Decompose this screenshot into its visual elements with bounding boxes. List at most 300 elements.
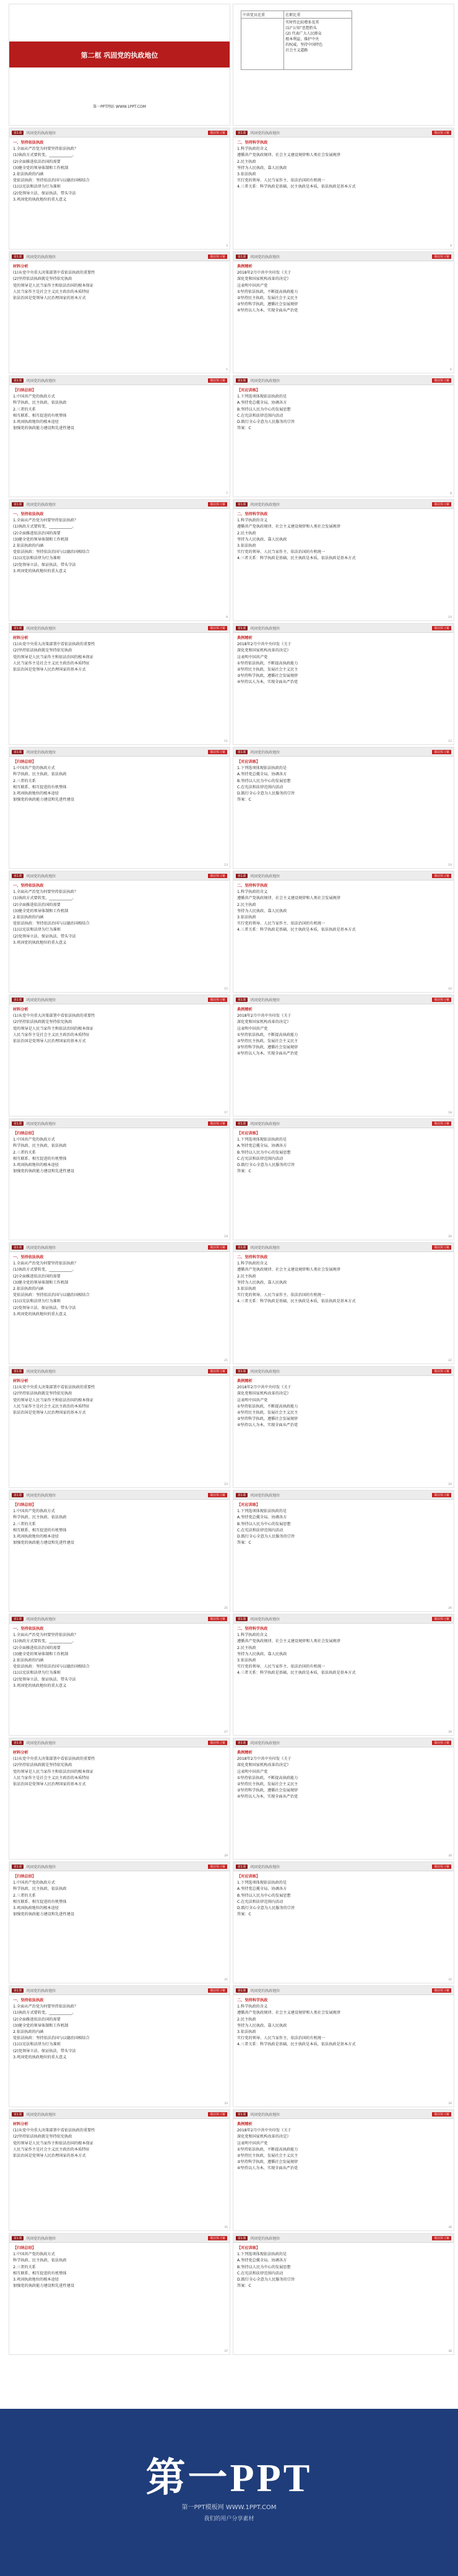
slide-thumbnail[interactable] bbox=[233, 4, 454, 126]
lesson-tag: 第1课 bbox=[236, 1865, 248, 1869]
slide-title: 材料分析 bbox=[13, 1751, 28, 1755]
section-badge: 课前预习案 bbox=[208, 255, 227, 259]
slide-thumbnail[interactable] bbox=[9, 2233, 230, 2355]
slide-text-line: 人民当家作主是社会主义民主政治的本质特征 bbox=[13, 661, 90, 666]
slide-thumbnail[interactable] bbox=[233, 1738, 454, 1860]
slide-text-line: 人民当家作主是社会主义民主政治的本质特征 bbox=[13, 2147, 90, 2152]
slide-title: 典例精析 bbox=[237, 1007, 253, 1012]
lesson-tag: 第1课 bbox=[236, 1245, 248, 1250]
slide-thumbnail[interactable] bbox=[9, 1861, 230, 1983]
lesson-tag: 第1课 bbox=[236, 2236, 248, 2240]
slide-text-line: 依法治国是党领导人民治理国家的基本方式 bbox=[13, 1039, 86, 1044]
slide-text-line: A.坚持党总揽全局、协调各方 bbox=[237, 1144, 287, 1149]
slide-content bbox=[9, 261, 230, 304]
slide-content bbox=[9, 1376, 230, 1419]
lesson-label: 巩固党的执政地位 bbox=[250, 998, 280, 1003]
slide-title: 材料分析 bbox=[13, 2122, 28, 2126]
lesson-tag: 第1课 bbox=[12, 378, 24, 383]
slide-text-line: 相互联系、相互促进的有机整体 bbox=[13, 1528, 67, 1533]
slide-text-line: 1.全面从严治党为何要坚持依法执政？ bbox=[13, 1633, 78, 1638]
slide-thumbnail[interactable] bbox=[233, 871, 454, 993]
table-header-cell: 在职比重 bbox=[284, 11, 352, 19]
slide-text-line: 2018年2月中共中央印发《关于 bbox=[237, 642, 292, 647]
lesson-label: 巩固党的执政地位 bbox=[26, 1493, 56, 1498]
slide-text-line: 3.依法执政 bbox=[237, 172, 256, 177]
slide-text-line: (3)健全党的领导体制和工作机制 bbox=[13, 1651, 69, 1656]
slide-header bbox=[9, 2234, 230, 2243]
table-cell bbox=[284, 19, 352, 70]
slide-content bbox=[9, 1500, 230, 1549]
page-number: 15 bbox=[224, 988, 228, 991]
slide-header bbox=[9, 1243, 230, 1252]
cover-brand: 第一PPT网站 WWW.1PPT.COM bbox=[93, 105, 146, 109]
slide-header bbox=[9, 376, 230, 385]
lesson-label: 巩固党的执政地位 bbox=[250, 502, 280, 507]
slide-content bbox=[9, 633, 230, 676]
page-number: 32 bbox=[448, 1978, 452, 1982]
slide-title: 一、坚持依法执政 bbox=[13, 141, 44, 145]
lesson-tag: 第1课 bbox=[236, 750, 248, 754]
slide-text-line: (1)从党中央重大决策部署中看依法执政的重要性 bbox=[13, 642, 95, 647]
slide-text-line: 相互联系、相互促进的有机整体 bbox=[13, 413, 67, 418]
slide-text-line: C.在宪法和法律范围内活动 bbox=[237, 413, 283, 418]
lesson-tag: 第1课 bbox=[12, 2112, 24, 2117]
slide-thumbnail[interactable] bbox=[9, 251, 230, 373]
page-number: 16 bbox=[448, 988, 452, 991]
slide-text-line: (1)执政方式要转变，____________。 bbox=[13, 153, 76, 158]
table-cell-line: 实时性比较增多及其 bbox=[285, 20, 319, 25]
lesson-label: 巩固党的执政地位 bbox=[250, 2112, 280, 2117]
slide-thumbnail[interactable] bbox=[9, 623, 230, 745]
slide-title: 二、坚持科学执政 bbox=[237, 1998, 268, 2003]
slide-text-line: 加强党的执政能力建设和先进性建设 bbox=[13, 1912, 74, 1917]
slide-text-line: 3.巩固执政地位的根本途径 bbox=[13, 1906, 59, 1911]
lesson-tag: 第1课 bbox=[12, 131, 24, 135]
slide-text-line: 1.中国共产党的执政方式 bbox=[13, 394, 55, 399]
slide-text-line: 实行党的领导、人民当家作主、依法治国的有机统一 bbox=[237, 1293, 326, 1298]
slide-content bbox=[9, 1128, 230, 1177]
slide-text-line: 遵循共产党执政规律、社会主义建设规律和人类社会发展规律 bbox=[237, 524, 341, 529]
slide-text-line: (3)健全党的领导体制和工作机制 bbox=[13, 165, 69, 170]
slide-title: 典例精析 bbox=[237, 2122, 253, 2126]
slide-thumbnail[interactable] bbox=[9, 2109, 230, 2231]
section-badge: 课前预习案 bbox=[208, 1245, 227, 1250]
slide-title: 【对应训练】 bbox=[237, 388, 261, 393]
slide-content bbox=[9, 2119, 230, 2162]
slide-header bbox=[233, 871, 454, 881]
slide-text-line: (2)党领导立法、保证执法、带头守法 bbox=[13, 1677, 76, 1682]
slide-content bbox=[233, 509, 454, 565]
slide-thumbnail[interactable] bbox=[233, 1118, 454, 1240]
slide-text-line: 科学执政、民主执政、依法执政 bbox=[13, 1887, 67, 1892]
slide-text-line: 3.依法执政 bbox=[237, 544, 256, 549]
slide-thumbnail[interactable] bbox=[233, 2109, 454, 2231]
slide-text-line: (2)全面推进依法治国的需要 bbox=[13, 2017, 61, 2022]
slide-text-line: 坚持为人民执政、靠人民执政 bbox=[237, 1651, 287, 1656]
lesson-tag: 第1课 bbox=[236, 378, 248, 383]
slide-text-line: 坚持为人民执政、靠人民执政 bbox=[237, 1280, 287, 1285]
slide-text-line: D.践行全心全意为人民服务的宗旨 bbox=[237, 420, 295, 425]
slide-content bbox=[9, 1252, 230, 1320]
slide-thumbnail[interactable] bbox=[9, 499, 230, 621]
slide-title: 二、坚持科学执政 bbox=[237, 884, 268, 888]
slide-title: 一、坚持依法执政 bbox=[13, 1255, 44, 1260]
slide-text-line: 这表明中国共产党 bbox=[237, 2141, 268, 2146]
slide-text-line: ④坚持以人为本，实现全面从严治党 bbox=[237, 2166, 298, 2171]
slide-text-line: 1.中国共产党的执政方式 bbox=[13, 2252, 55, 2257]
page-number: 4 bbox=[450, 245, 452, 248]
slide-text-line: 3.巩固党的执政地位的重大意义 bbox=[13, 1683, 67, 1688]
lesson-label: 巩固党的执政地位 bbox=[26, 1988, 56, 1993]
page-number: 33 bbox=[224, 2102, 228, 2105]
slide-text-line: ②坚持民主执政，发展社会主义民主 bbox=[237, 1411, 298, 1416]
lesson-label: 巩固党的执政地位 bbox=[26, 1865, 56, 1869]
slide-text-line: 深化党和国家机构改革的决定》 bbox=[237, 1391, 291, 1396]
slide-text-line: 2.三者的关系 bbox=[13, 1893, 36, 1898]
slide-title: 材料分析 bbox=[13, 636, 28, 640]
lesson-label: 巩固党的执政地位 bbox=[26, 255, 56, 259]
slide-header bbox=[233, 1614, 454, 1624]
slide-title: 一、坚持依法执政 bbox=[13, 512, 44, 516]
section-badge: 课前预习案 bbox=[208, 1617, 227, 1621]
slide-text-line: ①坚持依法执政，不断提高执政能力 bbox=[237, 289, 298, 294]
slide-content bbox=[233, 1376, 454, 1432]
slide-title: 【归纳总结】 bbox=[13, 1131, 37, 1136]
lesson-label: 巩固党的执政地位 bbox=[26, 502, 56, 507]
slide-text-line: (2)全面推进依法治国的需要 bbox=[13, 531, 61, 536]
slide-text-line: ②坚持民主执政，发展社会主义民主 bbox=[237, 1782, 298, 1787]
page-number: 14 bbox=[448, 864, 452, 867]
slide-header bbox=[9, 2110, 230, 2119]
slide-text-line: 加强党的执政能力建设和先进性建设 bbox=[13, 1541, 74, 1546]
page-number: 37 bbox=[224, 2350, 228, 2353]
page-number: 21 bbox=[224, 1359, 228, 1362]
slide-content bbox=[9, 2243, 230, 2292]
slide-content bbox=[9, 1004, 230, 1047]
slide-text-line: 遵循共产党执政规律、社会主义建设规律和人类社会发展规律 bbox=[237, 153, 341, 158]
section-badge: 课前预习案 bbox=[432, 378, 451, 383]
slide-text-line: 2018年2月中共中央印发《关于 bbox=[237, 1385, 292, 1390]
lesson-label: 巩固党的执政地位 bbox=[250, 255, 280, 259]
slide-text-line: ④坚持以人为本，实现全面从严治党 bbox=[237, 1423, 298, 1428]
slide-text-line: D.践行全心全意为人民服务的宗旨 bbox=[237, 1534, 295, 1539]
slide-text-line: ①坚持依法执政，不断提高执政能力 bbox=[237, 1404, 298, 1409]
table-cell-line: 根本利益，维护中央 bbox=[285, 37, 319, 41]
slide-text-line: 1.科学执政的含义 bbox=[237, 890, 268, 895]
slide-content bbox=[233, 1500, 454, 1549]
lesson-label: 巩固党的执政地位 bbox=[250, 1865, 280, 1869]
slide-content bbox=[233, 1871, 454, 1920]
slide-text-line: (2)坚持依法执政就是坚持依宪执政 bbox=[13, 648, 72, 653]
slide-text-line: (2)全面推进依法治国的需要 bbox=[13, 1274, 61, 1279]
slide-text-line: 1.下列选项体现依法执政的是 bbox=[237, 1138, 287, 1142]
slide-text-line: 这表明中国共产党 bbox=[237, 283, 268, 288]
slide-text-line: D.践行全心全意为人民服务的宗旨 bbox=[237, 1163, 295, 1168]
lesson-tag: 第1课 bbox=[12, 1369, 24, 1373]
slide-text-line: 1.中国共产党的执政方式 bbox=[13, 1509, 55, 1514]
slide-text-line: 人民当家作主是社会主义民主政治的本质特征 bbox=[13, 289, 90, 294]
section-badge: 课前预习案 bbox=[208, 502, 227, 507]
lesson-label: 巩固党的执政地位 bbox=[26, 874, 56, 879]
lesson-tag: 第1课 bbox=[12, 1865, 24, 1869]
slide-text-line: 遵循共产党执政规律、社会主义建设规律和人类社会发展规律 bbox=[237, 1639, 341, 1644]
slide-thumbnail[interactable] bbox=[233, 623, 454, 745]
slide-thumbnail[interactable] bbox=[233, 1242, 454, 1364]
page-number: 3 bbox=[226, 245, 228, 248]
table-cell bbox=[241, 19, 284, 70]
slide-content bbox=[9, 1995, 230, 2063]
slide-title: 【对应训练】 bbox=[237, 760, 261, 764]
slide-text-line: 2.民主执政 bbox=[237, 902, 256, 907]
slide-thumbnail[interactable] bbox=[233, 1490, 454, 1612]
slide-content bbox=[233, 1747, 454, 1803]
slide-text-line: 1.下列选项体现依法执政的是 bbox=[237, 394, 287, 399]
slide-thumbnail[interactable] bbox=[9, 1614, 230, 1736]
slide-text-line: ④坚持以人为本，实现全面从严治党 bbox=[237, 1795, 298, 1799]
slide-text-line: (2)党领导立法、保证执法、带头守法 bbox=[13, 191, 76, 196]
slide-text-line: 相互联系、相互促进的有机整体 bbox=[13, 1156, 67, 1161]
slide-text-line: 2.三者的关系 bbox=[13, 1150, 36, 1155]
lesson-tag: 第1课 bbox=[12, 998, 24, 1002]
slide-header bbox=[233, 500, 454, 509]
slide-content bbox=[9, 1747, 230, 1790]
slide-title: 【对应训练】 bbox=[237, 1503, 261, 1507]
slide-content bbox=[233, 1004, 454, 1060]
summary-table bbox=[241, 11, 352, 70]
page-number: 23 bbox=[224, 1483, 228, 1486]
slide-header bbox=[233, 1738, 454, 1747]
slide-title: 典例精析 bbox=[237, 636, 253, 640]
slide-text-line: 相互联系、相互促进的有机整体 bbox=[13, 2271, 67, 2276]
slide-text-line: 3.巩固执政地位的根本途径 bbox=[13, 1163, 59, 1168]
page-number: 25 bbox=[224, 1607, 228, 1610]
slide-text-line: 答案：C bbox=[237, 798, 251, 803]
slide-text-line: 2.民主执政 bbox=[237, 159, 256, 164]
slide-text-line: 党依法执政：坚持依法治国与以德治国相结合 bbox=[13, 2036, 90, 2041]
slide-text-line: (2)全面推进依法治国的需要 bbox=[13, 159, 61, 164]
slide-header bbox=[233, 128, 454, 137]
slide-text-line: 3.巩固执政地位的根本途径 bbox=[13, 420, 59, 425]
footer-subtitle: 我们的用户分享素材 bbox=[204, 2516, 254, 2522]
slide-header bbox=[233, 1119, 454, 1128]
slide-header bbox=[233, 624, 454, 633]
slide-text-line: (2)党领导立法、保证执法、带头守法 bbox=[13, 2048, 76, 2053]
section-badge: 课前预习案 bbox=[432, 750, 451, 754]
section-badge: 课前预习案 bbox=[432, 1865, 451, 1869]
slide-header bbox=[9, 252, 230, 261]
slide-text-line: 1.全面从严治党为何要坚持依法执政？ bbox=[13, 1261, 78, 1266]
slide-text-line: 1.下列选项体现依法执政的是 bbox=[237, 1509, 287, 1514]
slide-text-line: 2.民主执政 bbox=[237, 2017, 256, 2022]
slide-text-line: 1.全面从严治党为何要坚持依法执政？ bbox=[13, 147, 78, 152]
slide-text-line: 3.巩固执政地位的根本途径 bbox=[13, 2278, 59, 2282]
slide-text-line: 1.全面从严治党为何要坚持依法执政？ bbox=[13, 2004, 78, 2009]
slide-thumbnail[interactable] bbox=[233, 1614, 454, 1736]
section-badge: 课前预习案 bbox=[432, 1245, 451, 1250]
slide-text-line: (2)党领导立法、保证执法、带头守法 bbox=[13, 1305, 76, 1310]
table-header-cell: 中共党员比重 bbox=[241, 11, 284, 19]
page-number: 35 bbox=[224, 2226, 228, 2229]
section-badge: 课前预习案 bbox=[208, 1369, 227, 1373]
page-number: 17 bbox=[224, 1112, 228, 1115]
slide-title: 【对应训练】 bbox=[237, 1131, 261, 1136]
lesson-label: 巩固党的执政地位 bbox=[26, 2112, 56, 2117]
slide-text-line: 1.科学执政的含义 bbox=[237, 518, 268, 523]
slide-text-line: C.在宪法和法律范围内活动 bbox=[237, 2271, 283, 2276]
slide-text-line: 人民当家作主是社会主义民主政治的本质特征 bbox=[13, 1404, 90, 1409]
slide-content bbox=[9, 385, 230, 434]
slide-text-line: 答案：C bbox=[237, 2284, 251, 2289]
slide-thumbnail[interactable] bbox=[233, 2233, 454, 2355]
slide-thumbnail[interactable] bbox=[233, 128, 454, 250]
slide-thumbnail[interactable] bbox=[9, 4, 230, 126]
lesson-tag: 第1课 bbox=[12, 1617, 24, 1621]
slide-thumbnail[interactable] bbox=[9, 1242, 230, 1364]
slide-thumbnail[interactable] bbox=[233, 994, 454, 1116]
slide-text-line: ②坚持民主执政，发展社会主义民主 bbox=[237, 2154, 298, 2159]
lesson-label: 巩固党的执政地位 bbox=[26, 378, 56, 383]
slide-text-line: (3)健全党的领导体制和工作机制 bbox=[13, 1280, 69, 1285]
slide-header bbox=[9, 1738, 230, 1747]
slide-text-line: ③坚持科学执政，遵循社会发展规律 bbox=[237, 674, 298, 679]
slide-text-line: (1)执政方式要转变，____________。 bbox=[13, 524, 76, 529]
slide-text-line: 1.全面从严治党为何要坚持依法执政？ bbox=[13, 518, 78, 523]
lesson-tag: 第1课 bbox=[236, 1988, 248, 1993]
slide-thumbnail[interactable] bbox=[233, 375, 454, 497]
lesson-tag: 第1课 bbox=[236, 874, 248, 878]
slide-thumbnail[interactable] bbox=[9, 1985, 230, 2107]
slide-text-line: 党的领导是人民当家作主和依法治国的根本保证 bbox=[13, 2141, 93, 2146]
slide-text-line: 答案：C bbox=[237, 1169, 251, 1174]
lesson-label: 巩固党的执政地位 bbox=[26, 131, 56, 136]
slide-text-line: 深化党和国家机构改革的决定》 bbox=[237, 277, 291, 282]
slide-text-line: (1)从党中央重大决策部署中看依法执政的重要性 bbox=[13, 1757, 95, 1762]
slide-text-line: ②坚持民主执政，发展社会主义民主 bbox=[237, 1039, 298, 1044]
slide-text-line: (1)从党中央重大决策部署中看依法执政的重要性 bbox=[13, 271, 95, 276]
slide-text-line: ①坚持依法执政，不断提高执政能力 bbox=[237, 1032, 298, 1037]
slide-text-line: 1.全面从严治党为何要坚持依法执政？ bbox=[13, 890, 78, 895]
slide-content bbox=[233, 633, 454, 689]
slide-text-line: 深化党和国家机构改革的决定》 bbox=[237, 1020, 291, 1025]
page-number: 29 bbox=[224, 1855, 228, 1858]
slide-text-line: 依法治国是党领导人民治理国家的基本方式 bbox=[13, 296, 86, 301]
slide-text-line: ③坚持科学执政，遵循社会发展规律 bbox=[237, 1788, 298, 1793]
slide-header bbox=[233, 376, 454, 385]
slide-text-line: 这表明中国共产党 bbox=[237, 1398, 268, 1403]
slide-text-line: 相互联系、相互促进的有机整体 bbox=[13, 785, 67, 790]
lesson-label: 巩固党的执政地位 bbox=[250, 1493, 280, 1498]
slide-text-line: 加强党的执政能力建设和先进性建设 bbox=[13, 2284, 74, 2289]
lesson-label: 巩固党的执政地位 bbox=[26, 750, 56, 755]
section-badge: 课前预习案 bbox=[208, 1988, 227, 1993]
slide-title: 【归纳总结】 bbox=[13, 760, 37, 764]
slide-thumbnail[interactable] bbox=[9, 994, 230, 1116]
slide-thumbnail[interactable] bbox=[9, 747, 230, 869]
slide-text-line: (2)党领导立法、保证执法、带头守法 bbox=[13, 562, 76, 567]
slide-thumbnail[interactable] bbox=[233, 747, 454, 869]
section-badge: 课前预习案 bbox=[432, 626, 451, 630]
lesson-label: 巩固党的执政地位 bbox=[250, 1617, 280, 1622]
section-badge: 课前预习案 bbox=[432, 2112, 451, 2117]
section-badge: 课前预习案 bbox=[208, 2112, 227, 2117]
slide-text-line: ②坚持民主执政，发展社会主义民主 bbox=[237, 296, 298, 301]
slide-text-line: 党的领导是人民当家作主和依法治国的根本保证 bbox=[13, 1026, 93, 1031]
slide-text-line: 遵循共产党执政规律、社会主义建设规律和人类社会发展规律 bbox=[237, 2011, 341, 2016]
slide-thumbnail[interactable] bbox=[9, 1118, 230, 1240]
slide-text-line: B.坚持以人民为中心的发展思想 bbox=[237, 778, 291, 783]
slide-thumbnail[interactable] bbox=[9, 128, 230, 250]
slide-header bbox=[9, 1986, 230, 1995]
slide-text-line: (1)执政方式要转变，____________。 bbox=[13, 1268, 76, 1273]
slide-text-line: 3.巩固执政地位的根本途径 bbox=[13, 1534, 59, 1539]
slide-text-line: 遵循共产党执政规律、社会主义建设规律和人类社会发展规律 bbox=[237, 1268, 341, 1273]
slide-text-line: 2.三者的关系 bbox=[13, 1521, 36, 1526]
lesson-label: 巩固党的执政地位 bbox=[250, 378, 280, 383]
slide-title: 【对应训练】 bbox=[237, 2246, 261, 2250]
slide-text-line: 3.巩固党的执政地位的重大意义 bbox=[13, 568, 67, 573]
slide-title: 二、坚持科学执政 bbox=[237, 1255, 268, 1260]
slide-content bbox=[233, 1252, 454, 1308]
section-badge: 课前预习案 bbox=[432, 2236, 451, 2240]
slide-text-line: 加强党的执政能力建设和先进性建设 bbox=[13, 1169, 74, 1174]
slide-thumbnail[interactable] bbox=[233, 1985, 454, 2107]
lesson-label: 巩固党的执政地位 bbox=[26, 2236, 56, 2241]
section-badge: 课前预习案 bbox=[432, 1988, 451, 1993]
lesson-tag: 第1课 bbox=[236, 1617, 248, 1621]
slide-content bbox=[9, 881, 230, 949]
slide-thumbnail[interactable] bbox=[9, 1366, 230, 1488]
slide-text-line: (1)执政方式要转变，____________。 bbox=[13, 896, 76, 901]
slide-text-line: 1.下列选项体现依法执政的是 bbox=[237, 2252, 287, 2257]
lesson-label: 巩固党的执政地位 bbox=[250, 1369, 280, 1374]
slide-text-line: 4.三者关系：科学执政是基础，民主执政是本质，依法执政是基本方式 bbox=[237, 928, 356, 933]
slide-content bbox=[233, 261, 454, 317]
slide-thumbnail[interactable] bbox=[9, 1738, 230, 1860]
slide-text-line: C.在宪法和法律范围内活动 bbox=[237, 785, 283, 790]
slide-thumbnail[interactable] bbox=[233, 1861, 454, 1983]
lesson-label: 巩固党的执政地位 bbox=[26, 626, 56, 631]
section-badge: 课前预习案 bbox=[208, 1493, 227, 1497]
slide-thumbnail[interactable] bbox=[9, 1490, 230, 1612]
slide-title: 【归纳总结】 bbox=[13, 388, 37, 393]
slide-text-line: (2)坚持依法执政就是坚持依宪执政 bbox=[13, 1391, 72, 1396]
slide-text-line: ③坚持科学执政，遵循社会发展规律 bbox=[237, 302, 298, 307]
slide-text-line: 党依法执政：坚持依法治国与以德治国相结合 bbox=[13, 550, 90, 555]
slide-text-line: 党依法执政：坚持依法治国与以德治国相结合 bbox=[13, 921, 90, 926]
slide-thumbnail[interactable] bbox=[9, 375, 230, 497]
slide-text-line: 4.三者关系：科学执政是基础，民主执政是本质，依法执政是基本方式 bbox=[237, 1671, 356, 1676]
slide-title: 二、坚持科学执政 bbox=[237, 1627, 268, 1631]
footer-url[interactable]: 第一PPT模板网 WWW.1PPT.COM bbox=[181, 2504, 277, 2511]
slide-text-line: 2018年2月中共中央印发《关于 bbox=[237, 1757, 292, 1762]
page-number: 20 bbox=[448, 1235, 452, 1238]
slide-text-line: 答案：C bbox=[237, 1912, 251, 1917]
slide-thumbnail[interactable] bbox=[9, 871, 230, 993]
lesson-tag: 第1课 bbox=[236, 998, 248, 1002]
slide-title: 一、坚持依法执政 bbox=[13, 884, 44, 888]
slide-text-line: 相互联系、相互促进的有机整体 bbox=[13, 1899, 67, 1904]
slide-thumbnail[interactable] bbox=[233, 1366, 454, 1488]
slide-text-line: 这表明中国共产党 bbox=[237, 655, 268, 659]
slide-text-line: 2.民主执政 bbox=[237, 531, 256, 536]
lesson-tag: 第1课 bbox=[236, 1121, 248, 1126]
slide-title: 材料分析 bbox=[13, 1379, 28, 1383]
slide-header bbox=[233, 747, 454, 757]
slide-thumbnail[interactable] bbox=[233, 499, 454, 621]
slide-thumbnail[interactable] bbox=[233, 251, 454, 373]
slide-text-line: 依法治国是党领导人民治理国家的基本方式 bbox=[13, 2154, 86, 2159]
slide-text-line: 3.巩固党的执政地位的重大意义 bbox=[13, 1312, 67, 1316]
